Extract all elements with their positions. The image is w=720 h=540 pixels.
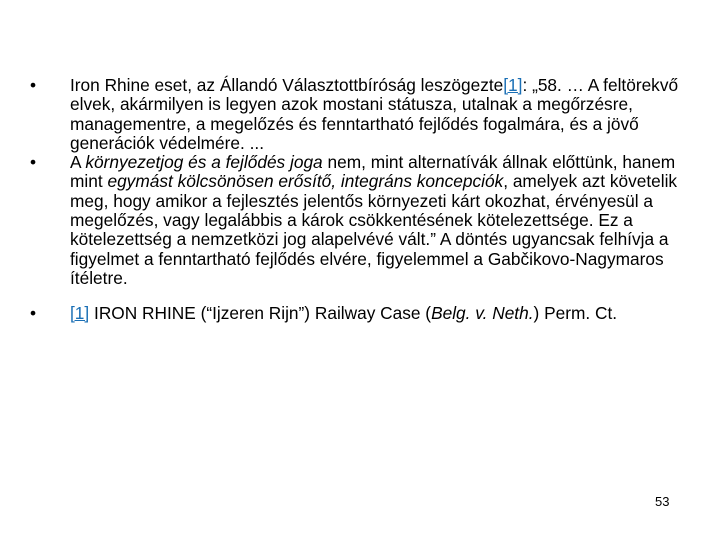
bullet-environmental-law — [30, 153, 690, 288]
bullet-list — [30, 76, 690, 324]
footnote-italic: Belg. v. Neth. — [431, 303, 534, 324]
bullet2-italic-a: környezetjog és a fejlődés joga — [85, 152, 323, 173]
bullet-glyph: • — [30, 152, 37, 173]
bullet2-text-c: , amelyek azt követelik meg, hogy amikor a fejlesztés jelentős környezeti kárt okozhat, érvényesül a megelőzés, vagy legalábbis a károk csökkentésének kötelezettsége. Ez a kötelezettség a nemzetközi jog alapelvévé vált.” A döntés ugyancsak felhívja a figyelmet a fenntartható fejlődés elvére, figyelemmel a Gabčikovo-Nagymaros ítéletre. — [70, 171, 678, 288]
bullet1-text-b: : „58. … A feltörekvő elvek, akármilyen is legyen azok mostani státusza, utalnak a megőrzésre, managementre, a megelőzés és fenntartható fejlődés fogalmára, és a jövő generációk védelmére. ... — [70, 75, 679, 153]
bullet-iron-rhine — [30, 76, 690, 153]
bullet-glyph: • — [30, 75, 37, 95]
footnote-text-a: IRON RHINE (“Ijzeren Rijn”) Railway Case ( — [89, 303, 432, 324]
footnote — [70, 304, 690, 323]
footnote-ref-link[interactable]: [1] — [503, 75, 523, 95]
bullet-glyph: • — [30, 303, 37, 324]
footnote-anchor-link[interactable]: [1] — [70, 303, 90, 324]
page-number: 53 — [655, 494, 670, 509]
bullet2-text-b: nem, mint alternatívák állnak előttünk, hanem mint — [70, 152, 676, 192]
footnote-text-b: ) Perm. Ct. — [533, 303, 618, 324]
bullet2-italic-b: egymást kölcsönösen erősítő, integráns koncepciók — [107, 171, 504, 192]
bullet1-text-a: Iron Rhine eset, az Állandó Választottbíróság leszögezte — [70, 75, 504, 95]
bullet-footnote — [30, 304, 690, 323]
bullet2-text-a: A — [70, 152, 86, 173]
